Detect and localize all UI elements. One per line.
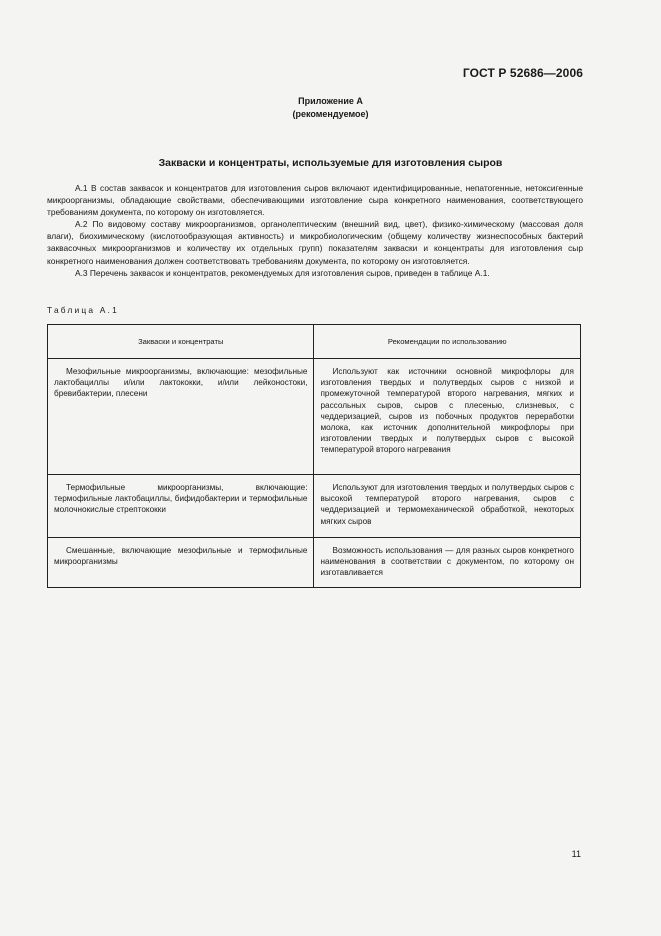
appendix-status: (рекомендуемое) [292, 108, 369, 119]
table-row [48, 475, 581, 538]
paragraph-a1: А.1 В состав заквасок и концентратов для изготовления сыров включают идентифицированные, непатогенные, нетоксигенные микроорганизмы, обладающие свойствами, обеспечивающими изготовление сыра конкретного наименования, соответствующего требованиям документа, по которому он изготовляется. [47, 183, 583, 218]
page-number: 11 [571, 849, 581, 859]
section-title: Закваски и концентраты, используемые для изготовления сыров [158, 157, 503, 169]
table-row [48, 359, 581, 475]
starter-cell: Термофильные микроорганизмы, включающие: термофильные лактобациллы, бифидобактерии и термофильные молочнокислые стрептококки [48, 475, 314, 538]
starters-table [47, 324, 581, 588]
table-row [48, 538, 581, 588]
recommendation-cell: Возможность использования — для разных сыров конкретного наименования в соответствии с документом, по которому он изготавливается [314, 538, 581, 588]
paragraph-a3: А.3 Перечень заквасок и концентратов, рекомендуемых для изготовления сыров, приведен в таблице А.1. [75, 267, 490, 278]
recommendation-cell: Используют как источники основной микрофлоры для изготовления твердых и полутвердых сыров с низкой и промежуточной температурой второго нагревания, мягких и рассольных сыров, сыров с плесенью, слизневых, с чеддеризацией, сыров из побочных продуктов переработки молока, как источник дополнительной микрофлоры при изготовлении твердых и полутвердых сыров с высокой температурой второго нагревания [314, 359, 581, 475]
table-caption: Таблица А.1 [47, 305, 119, 315]
paragraph-a2: А.2 По видовому составу микроорганизмов, органолептическим (внешний вид, цвет), физико-химическому (массовая доля влаги), биохимическому (кислотообразующая активность) и микробиологическим (общему количеству жизнеспособных бактерий заквасочных микроорганизмов и количеству их отдельных групп) показателям закваски и концентраты для изготовления сыр конкретного наименования должен соответствовать требованиям документа, по которому он изготовляется. [47, 219, 583, 266]
starter-cell: Мезофильные микроорганизмы, включающие: мезофильные лактобациллы и/или лактококки, и/или лейконостоки, бревибактерии, плесени [48, 359, 314, 475]
starter-cell: Смешанные, включающие мезофильные и термофильные микроорганизмы [48, 538, 314, 588]
appendix-label: Приложение А [298, 96, 363, 106]
column-header-starters: Закваски и концентраты [48, 325, 314, 359]
body-text [47, 182, 583, 279]
recommendation-cell: Используют для изготовления твердых и полутвердых сыров с высокой температурой второго нагревания, сыров с чеддеризацией и термомеханической обработкой, некоторых мягких сыров [314, 475, 581, 538]
column-header-recommendations: Рекомендации по использованию [314, 325, 581, 359]
table-header-row [48, 325, 581, 359]
standard-code: ГОСТ Р 52686—2006 [462, 66, 583, 80]
appendix-heading [0, 95, 661, 120]
